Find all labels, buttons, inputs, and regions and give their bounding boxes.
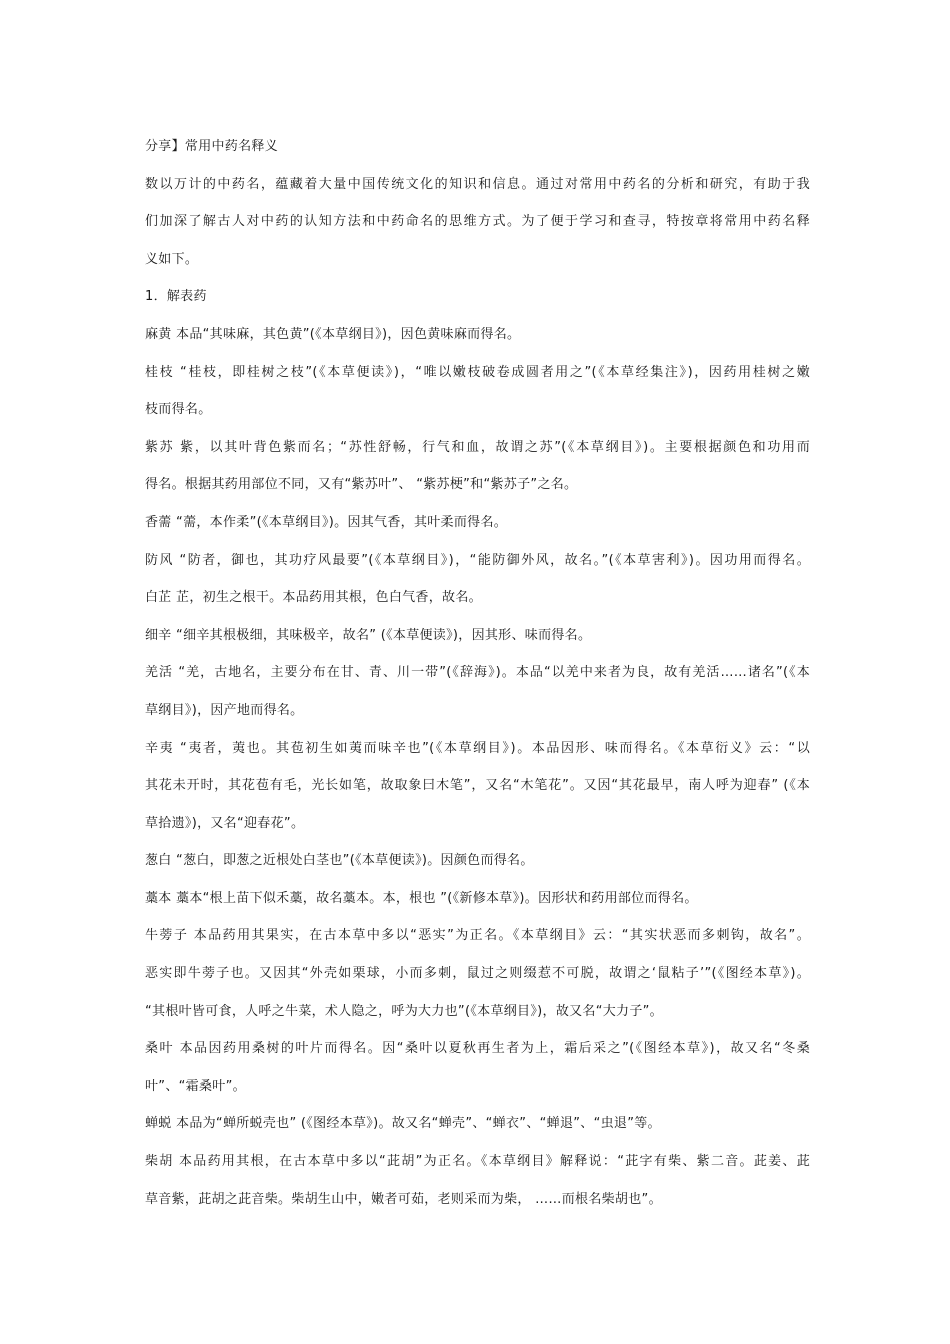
text-line: 其花未开时，其花苞有毛，光长如笔，故取象曰木笔”，又名“木笔花”。又因“其花最早，南人呼为迎春” (《本 [145, 778, 810, 794]
text-line: 得名。根据其药用部位不同，又有“紫苏叶”、 “紫苏梗”和“紫苏子”之名。 [145, 477, 578, 493]
document-body [145, 128, 810, 1218]
text-line: 葱白 “葱白，即葱之近根处白茎也”(《本草便读》)。因颜色而得名。 [145, 853, 534, 869]
text-line: “其根叶皆可食，人呼之牛菜，术人隐之，呼为大力也”(《本草纲目》)，故又名“大力子”。 [145, 1003, 663, 1019]
text-line: 恶实即牛蒡子也。又因其“外壳如栗球，小而多刺，鼠过之则缀惹不可脱，故谓之‘鼠粘子’”(《图经本草》)。 [145, 966, 810, 982]
text-line: 羌活 “羌，古地名，主要分布在甘、青、川一带”(《辞海》)。本品“以羌中来者为良，故有羌活……诸名”(《本 [145, 665, 810, 681]
text-line: 叶”、“霜桑叶”。 [145, 1078, 246, 1094]
text-line: 蝉蜕 本品为“蝉所蜕壳也” (《图经本草》)。故又名“蝉壳”、“蝉衣”、“蝉退”、“虫退”等。 [145, 1116, 661, 1132]
text-line: 牛蒡子 本品药用其果实，在古本草中多以“恶实”为正名。《本草纲目》云：“其实状恶而多刺钩，故名”。 [145, 928, 810, 944]
text-line: 香薷 “薷，本作柔”(《本草纲目》)。因其气香，其叶柔而得名。 [145, 514, 508, 530]
text-line: 义如下。 [145, 251, 199, 267]
text-line: 数以万计的中药名，蕴藏着大量中国传统文化的知识和信息。通过对常用中药名的分析和研究，有助于我 [145, 176, 810, 192]
text-line: 白芷 芷，初生之根干。本品药用其根，色白气香，故名。 [145, 590, 482, 606]
text-line: 麻黄 本品“其味麻，其色黄”(《本草纲目》)，因色黄味麻而得名。 [145, 326, 521, 342]
text-line: 紫苏 紫，以其叶背色紫而名；“苏性舒畅，行气和血，故谓之苏”(《本草纲目》)。主要根据颜色和功用而 [145, 439, 810, 455]
text-line: 辛夷 “夷者，荑也。其苞初生如荑而味辛也”(《本草纲目》)。本品因形、味而得名。《本草衍义》云：“以 [145, 740, 810, 756]
text-line: 桂枝 “桂枝，即桂树之枝”(《本草便读》)，“唯以嫩枝破卷成圆者用之”(《本草经集注》)，因药用桂树之嫩 [145, 364, 810, 380]
text-line: 们加深了解古人对中药的认知方法和中药命名的思维方式。为了便于学习和查寻，特按章将常用中药名释 [145, 214, 810, 230]
text-line: 草纲目》)，因产地而得名。 [145, 702, 304, 718]
section-heading: 1．解表药 [145, 289, 207, 305]
text-line: 草拾遗》)，又名“迎春花”。 [145, 815, 305, 831]
text-line: 枝而得名。 [145, 402, 212, 418]
text-line: 防风 “防者，御也，其功疗风最要”(《本草纲目》)，“能防御外风，故名。”(《本草害利》)。因功用而得名。 [145, 552, 810, 568]
text-line: 柴胡 本品药用其根，在古本草中多以“茈胡”为正名。《本草纲目》解释说：“茈字有柴、紫二音。茈姜、茈 [145, 1154, 810, 1170]
text-line: 细辛 “细辛其根极细，其味极辛，故名” (《本草便读》)，因其形、味而得名。 [145, 627, 592, 643]
text-line: 桑叶 本品因药用桑树的叶片而得名。因“桑叶以夏秋再生者为上，霜后采之”(《图经本草》)，故又名“冬桑 [145, 1041, 810, 1057]
text-line: 草音紫，茈胡之茈音柴。柴胡生山中，嫩者可茹，老则采而为柴， ……而根名柴胡也”。 [145, 1191, 662, 1207]
text-line: 藁本 藁本“根上苗下似禾藁，故名藁本。本，根也 ”(《新修本草》)。因形状和药用部位而得名。 [145, 890, 698, 906]
document-title: 分享】常用中药名释义 [145, 139, 279, 154]
